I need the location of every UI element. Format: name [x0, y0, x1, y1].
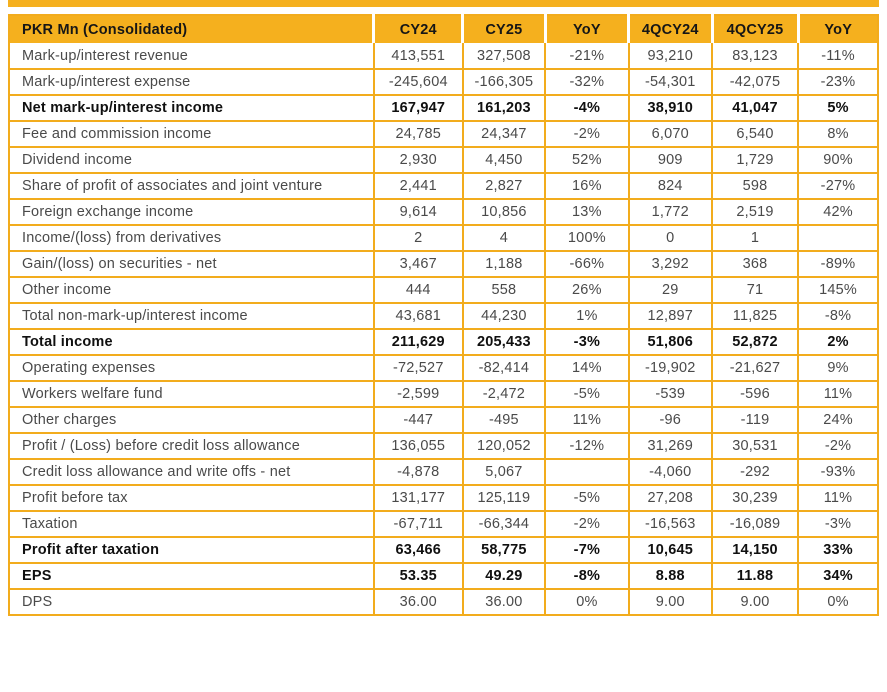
cell-yoy-quarter: 33%: [798, 537, 878, 563]
cell-cy25: 1,188: [463, 251, 546, 277]
cell-yoy-quarter: -8%: [798, 303, 878, 329]
cell-yoy-annual: 16%: [545, 173, 628, 199]
cell-cy25: -66,344: [463, 511, 546, 537]
cell-4qcy24: 38,910: [629, 95, 712, 121]
cell-yoy-annual: -2%: [545, 121, 628, 147]
row-label-cell: Credit loss allowance and write offs - net: [9, 459, 374, 485]
cell-4qcy24: 29: [629, 277, 712, 303]
row-label-cell: Share of profit of associates and joint venture: [9, 173, 374, 199]
cell-4qcy24: 93,210: [629, 43, 712, 69]
table-row: [9, 459, 878, 485]
cell-4qcy25: 1,729: [712, 147, 798, 173]
cell-cy24: -447: [374, 407, 463, 433]
table-row: [9, 173, 878, 199]
cell-cy25: 5,067: [463, 459, 546, 485]
cell-4qcy24: 1,772: [629, 199, 712, 225]
row-label-cell: Profit before tax: [9, 485, 374, 511]
header-cy24: CY24: [374, 15, 463, 43]
cell-cy25: 161,203: [463, 95, 546, 121]
cell-cy25: -2,472: [463, 381, 546, 407]
cell-yoy-annual: 26%: [545, 277, 628, 303]
cell-4qcy24: 9.00: [629, 589, 712, 615]
cell-yoy-quarter: 24%: [798, 407, 878, 433]
row-label-cell: EPS: [9, 563, 374, 589]
row-label-cell: Net mark-up/interest income: [9, 95, 374, 121]
cell-yoy-quarter: -2%: [798, 433, 878, 459]
table-row: [9, 121, 878, 147]
table-row: [9, 485, 878, 511]
cell-cy25: 4,450: [463, 147, 546, 173]
table-row: [9, 303, 878, 329]
table-row: [9, 589, 878, 615]
cell-yoy-annual: 1%: [545, 303, 628, 329]
cell-4qcy25: -16,089: [712, 511, 798, 537]
cell-4qcy25: 11.88: [712, 563, 798, 589]
cell-yoy-annual: -5%: [545, 381, 628, 407]
cell-yoy-annual: -12%: [545, 433, 628, 459]
cell-4qcy24: 6,070: [629, 121, 712, 147]
cell-cy25: 125,119: [463, 485, 546, 511]
cell-yoy-quarter: 145%: [798, 277, 878, 303]
cell-cy24: 211,629: [374, 329, 463, 355]
row-label-cell: Profit / (Loss) before credit loss allowance: [9, 433, 374, 459]
table-row: [9, 563, 878, 589]
cell-cy25: 558: [463, 277, 546, 303]
cell-cy24: -2,599: [374, 381, 463, 407]
cell-4qcy24: -16,563: [629, 511, 712, 537]
cell-4qcy24: 27,208: [629, 485, 712, 511]
cell-yoy-annual: 0%: [545, 589, 628, 615]
cell-cy25: 49.29: [463, 563, 546, 589]
row-label-cell: Operating expenses: [9, 355, 374, 381]
row-label-cell: Profit after taxation: [9, 537, 374, 563]
table-row: [9, 407, 878, 433]
cell-cy25: 327,508: [463, 43, 546, 69]
cell-cy24: 136,055: [374, 433, 463, 459]
cell-yoy-quarter: 8%: [798, 121, 878, 147]
cell-yoy-annual: -21%: [545, 43, 628, 69]
table-row: [9, 69, 878, 95]
cell-4qcy24: -54,301: [629, 69, 712, 95]
financial-results-table: [8, 14, 879, 616]
table-row: [9, 199, 878, 225]
cell-4qcy25: -292: [712, 459, 798, 485]
cell-4qcy24: 8.88: [629, 563, 712, 589]
table-row: [9, 355, 878, 381]
cell-yoy-annual: 11%: [545, 407, 628, 433]
cell-cy24: 63,466: [374, 537, 463, 563]
table-row: [9, 381, 878, 407]
cell-yoy-quarter: -23%: [798, 69, 878, 95]
cell-4qcy24: 10,645: [629, 537, 712, 563]
cell-4qcy25: -42,075: [712, 69, 798, 95]
cell-yoy-quarter: -3%: [798, 511, 878, 537]
cell-4qcy25: 30,531: [712, 433, 798, 459]
row-label-cell: Dividend income: [9, 147, 374, 173]
cell-cy25: -82,414: [463, 355, 546, 381]
cell-yoy-quarter: -89%: [798, 251, 878, 277]
cell-cy24: 36.00: [374, 589, 463, 615]
cell-cy24: -67,711: [374, 511, 463, 537]
cell-cy25: 24,347: [463, 121, 546, 147]
cell-yoy-quarter: -27%: [798, 173, 878, 199]
cell-yoy-annual: 14%: [545, 355, 628, 381]
cell-4qcy24: -19,902: [629, 355, 712, 381]
row-label-cell: DPS: [9, 589, 374, 615]
cell-yoy-annual: -32%: [545, 69, 628, 95]
cell-4qcy24: -96: [629, 407, 712, 433]
cell-cy24: 3,467: [374, 251, 463, 277]
cell-yoy-quarter: 11%: [798, 485, 878, 511]
table-row: [9, 43, 878, 69]
cell-yoy-quarter: 2%: [798, 329, 878, 355]
cell-4qcy25: -596: [712, 381, 798, 407]
cell-yoy-annual: -66%: [545, 251, 628, 277]
cell-4qcy24: 824: [629, 173, 712, 199]
cell-cy24: 131,177: [374, 485, 463, 511]
header-yoy-quarter: YoY: [798, 15, 878, 43]
header-4qcy24: 4QCY24: [629, 15, 712, 43]
cell-cy24: 444: [374, 277, 463, 303]
row-label-cell: Mark-up/interest expense: [9, 69, 374, 95]
cell-yoy-annual: [545, 459, 628, 485]
cell-cy25: -166,305: [463, 69, 546, 95]
cell-yoy-annual: -2%: [545, 511, 628, 537]
row-label-cell: Income/(loss) from derivatives: [9, 225, 374, 251]
cell-4qcy24: 0: [629, 225, 712, 251]
cell-yoy-quarter: 34%: [798, 563, 878, 589]
table-row: [9, 329, 878, 355]
cell-4qcy25: -21,627: [712, 355, 798, 381]
header-title-cell: PKR Mn (Consolidated): [9, 15, 374, 43]
cell-yoy-quarter: 11%: [798, 381, 878, 407]
table-header-row: [9, 15, 878, 43]
header-yoy-annual: YoY: [545, 15, 628, 43]
table-row: [9, 511, 878, 537]
cell-yoy-quarter: 9%: [798, 355, 878, 381]
row-label-cell: Fee and commission income: [9, 121, 374, 147]
cell-4qcy25: 2,519: [712, 199, 798, 225]
cell-4qcy25: 71: [712, 277, 798, 303]
cell-yoy-quarter: 90%: [798, 147, 878, 173]
table-row: [9, 95, 878, 121]
table-row: [9, 147, 878, 173]
cell-cy24: -72,527: [374, 355, 463, 381]
cell-cy24: -4,878: [374, 459, 463, 485]
cell-4qcy25: 1: [712, 225, 798, 251]
cell-4qcy25: 598: [712, 173, 798, 199]
cell-cy24: 2,441: [374, 173, 463, 199]
table-row: [9, 537, 878, 563]
row-label-cell: Total income: [9, 329, 374, 355]
cell-4qcy25: 368: [712, 251, 798, 277]
cell-yoy-annual: -3%: [545, 329, 628, 355]
cell-cy24: -245,604: [374, 69, 463, 95]
cell-4qcy24: 3,292: [629, 251, 712, 277]
cell-4qcy25: 41,047: [712, 95, 798, 121]
cell-yoy-annual: -7%: [545, 537, 628, 563]
cell-cy24: 413,551: [374, 43, 463, 69]
cell-cy24: 2: [374, 225, 463, 251]
cell-cy24: 2,930: [374, 147, 463, 173]
cell-4qcy25: -119: [712, 407, 798, 433]
cell-4qcy25: 30,239: [712, 485, 798, 511]
cell-yoy-annual: 52%: [545, 147, 628, 173]
row-label-cell: Other charges: [9, 407, 374, 433]
row-label-cell: Other income: [9, 277, 374, 303]
cell-yoy-quarter: 0%: [798, 589, 878, 615]
cell-yoy-annual: -8%: [545, 563, 628, 589]
cell-cy25: 36.00: [463, 589, 546, 615]
row-label-cell: Total non-mark-up/interest income: [9, 303, 374, 329]
cell-4qcy25: 9.00: [712, 589, 798, 615]
cell-4qcy25: 52,872: [712, 329, 798, 355]
cell-cy25: 44,230: [463, 303, 546, 329]
cell-4qcy25: 14,150: [712, 537, 798, 563]
cell-4qcy24: 51,806: [629, 329, 712, 355]
table-row: [9, 433, 878, 459]
header-4qcy25: 4QCY25: [712, 15, 798, 43]
cell-4qcy24: -539: [629, 381, 712, 407]
cell-cy25: 2,827: [463, 173, 546, 199]
cell-cy24: 24,785: [374, 121, 463, 147]
cell-yoy-quarter: [798, 225, 878, 251]
cell-yoy-annual: -5%: [545, 485, 628, 511]
cell-yoy-quarter: -93%: [798, 459, 878, 485]
cell-4qcy24: -4,060: [629, 459, 712, 485]
table-row: [9, 225, 878, 251]
cell-cy25: 4: [463, 225, 546, 251]
cell-cy25: -495: [463, 407, 546, 433]
row-label-cell: Mark-up/interest revenue: [9, 43, 374, 69]
row-label-cell: Foreign exchange income: [9, 199, 374, 225]
cell-cy24: 167,947: [374, 95, 463, 121]
cell-yoy-annual: -4%: [545, 95, 628, 121]
cell-yoy-quarter: 5%: [798, 95, 878, 121]
cell-cy25: 58,775: [463, 537, 546, 563]
cell-4qcy25: 83,123: [712, 43, 798, 69]
cell-cy25: 120,052: [463, 433, 546, 459]
header-cy25: CY25: [463, 15, 546, 43]
cell-cy25: 10,856: [463, 199, 546, 225]
cell-4qcy24: 12,897: [629, 303, 712, 329]
cell-cy24: 53.35: [374, 563, 463, 589]
table-body: [9, 43, 878, 615]
row-label-cell: Gain/(loss) on securities - net: [9, 251, 374, 277]
cell-4qcy25: 11,825: [712, 303, 798, 329]
cell-4qcy25: 6,540: [712, 121, 798, 147]
cell-4qcy24: 31,269: [629, 433, 712, 459]
cell-yoy-annual: 100%: [545, 225, 628, 251]
top-accent-bar: [8, 0, 879, 7]
row-label-cell: Taxation: [9, 511, 374, 537]
table-row: [9, 251, 878, 277]
cell-4qcy24: 909: [629, 147, 712, 173]
table-row: [9, 277, 878, 303]
row-label-cell: Workers welfare fund: [9, 381, 374, 407]
cell-yoy-quarter: 42%: [798, 199, 878, 225]
cell-cy24: 9,614: [374, 199, 463, 225]
cell-yoy-annual: 13%: [545, 199, 628, 225]
cell-cy24: 43,681: [374, 303, 463, 329]
cell-cy25: 205,433: [463, 329, 546, 355]
cell-yoy-quarter: -11%: [821, 47, 855, 64]
